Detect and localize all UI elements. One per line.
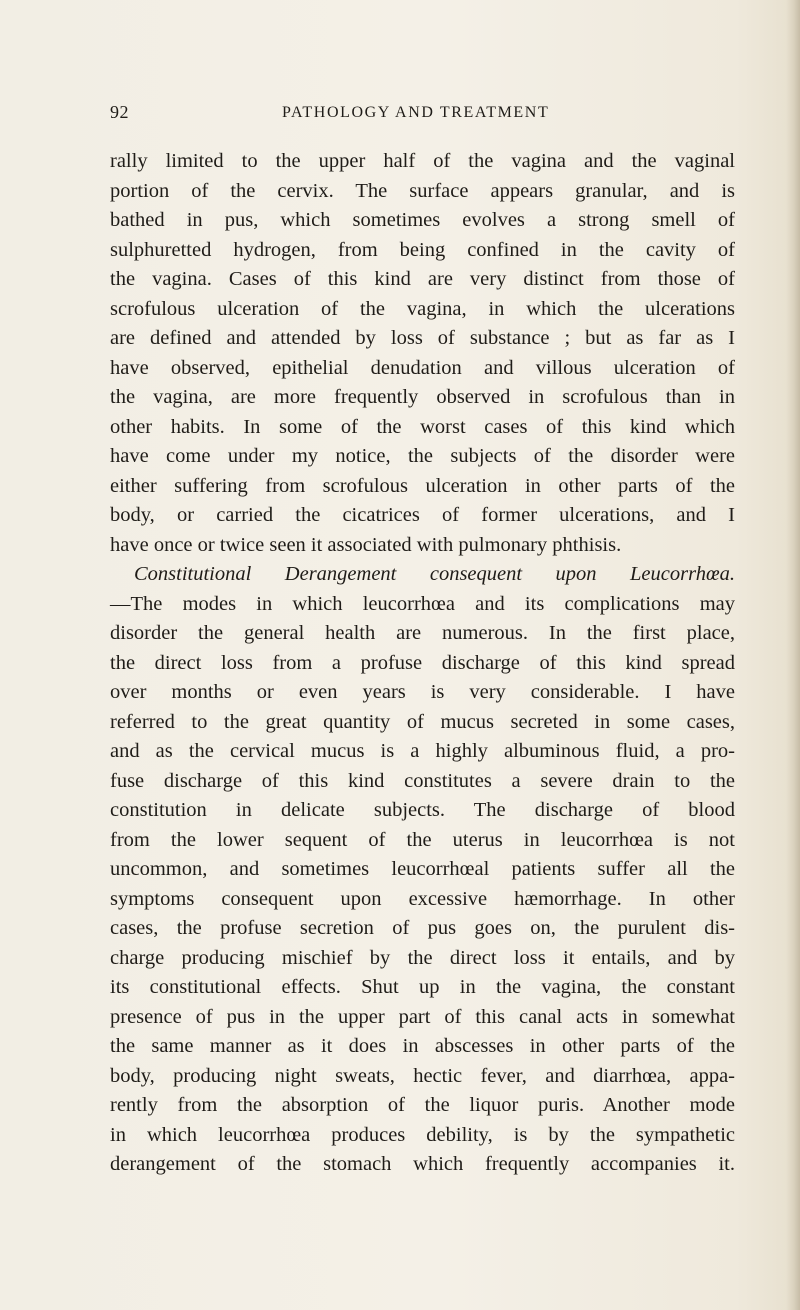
text-line: derangement of the stomach which frequently accompanies it. [110, 1153, 735, 1175]
text-line: referred to the great quantity of mucus secreted in some cases, [110, 710, 735, 733]
text-line: over months or even years is very considerable. I have [110, 681, 735, 703]
text-line: scrofulous ulceration of the vagina, in which the ulcerations [110, 297, 735, 320]
text-line: disorder the general health are numerous. In the first place, [110, 622, 735, 644]
text-line: are defined and attended by loss of substance ; but as far as I [110, 327, 735, 349]
text-line: the same manner as it does in abscesses in other parts of the [110, 1035, 735, 1057]
text-line: symptoms consequent upon excessive hæmorrhage. In other [110, 887, 735, 910]
text-line: constitution in delicate subjects. The discharge of blood [110, 799, 735, 821]
text-line: sulphuretted hydrogen, from being confined in the cavity of [110, 238, 735, 261]
text-line: portion of the cervix. The surface appears granular, and is [110, 179, 735, 202]
text-line: have once or twice seen it associated with pulmonary phthisis. [110, 533, 622, 556]
text-line: the vagina, are more frequently observed in scrofulous than in [110, 386, 735, 408]
text-line: —The modes in which leucorrhœa and its complications may [110, 592, 735, 615]
text-line: in which leucorrhœa produces debility, is by the sympathetic [110, 1123, 735, 1146]
text-line: body, or carried the cicatrices of former ulcerations, and I [110, 504, 735, 526]
text-line: the vagina. Cases of this kind are very distinct from those of [110, 268, 735, 290]
text-line: other habits. In some of the worst cases of this kind which [110, 415, 735, 438]
text-line: rently from the absorption of the liquor puris. Another mode [110, 1094, 735, 1116]
text-line: either suffering from scrofulous ulceration in other parts of the [110, 474, 735, 497]
text-line: and as the cervical mucus is a highly albuminous fluid, a pro- [110, 740, 735, 762]
text-line: its constitutional effects. Shut up in the vagina, the constant [110, 976, 735, 998]
page-edge-shadow [786, 0, 800, 1310]
page-number: 92 [110, 102, 129, 122]
text-line: from the lower sequent of the uterus in leucorrhœa is not [110, 828, 735, 851]
body-text [110, 147, 735, 1180]
text-line: fuse discharge of this kind constitutes a severe drain to the [110, 769, 735, 792]
text-line: rally limited to the upper half of the vagina and the vaginal [110, 150, 735, 172]
text-line: presence of pus in the upper part of this canal acts in somewhat [110, 1005, 735, 1028]
text-line: charge producing mischief by the direct loss it entails, and by [110, 946, 735, 969]
section-heading-line: Constitutional Derangement consequent upon Leucorrhœa. [134, 563, 735, 585]
text-line: the direct loss from a profuse discharge of this kind spread [110, 651, 735, 674]
text-line: bathed in pus, which sometimes evolves a strong smell of [110, 209, 735, 231]
text-line: have come under my notice, the subjects of the disorder were [110, 445, 735, 467]
text-line: cases, the profuse secretion of pus goes on, the purulent dis- [110, 917, 735, 939]
text-line: have observed, epithelial denudation and villous ulceration of [110, 356, 735, 379]
text-line: uncommon, and sometimes leucorrhœal patients suffer all the [110, 858, 735, 880]
header-title: PATHOLOGY AND TREATMENT [282, 104, 550, 121]
running-head [110, 102, 720, 128]
text-line: body, producing night sweats, hectic fever, and diarrhœa, appa- [110, 1064, 735, 1087]
